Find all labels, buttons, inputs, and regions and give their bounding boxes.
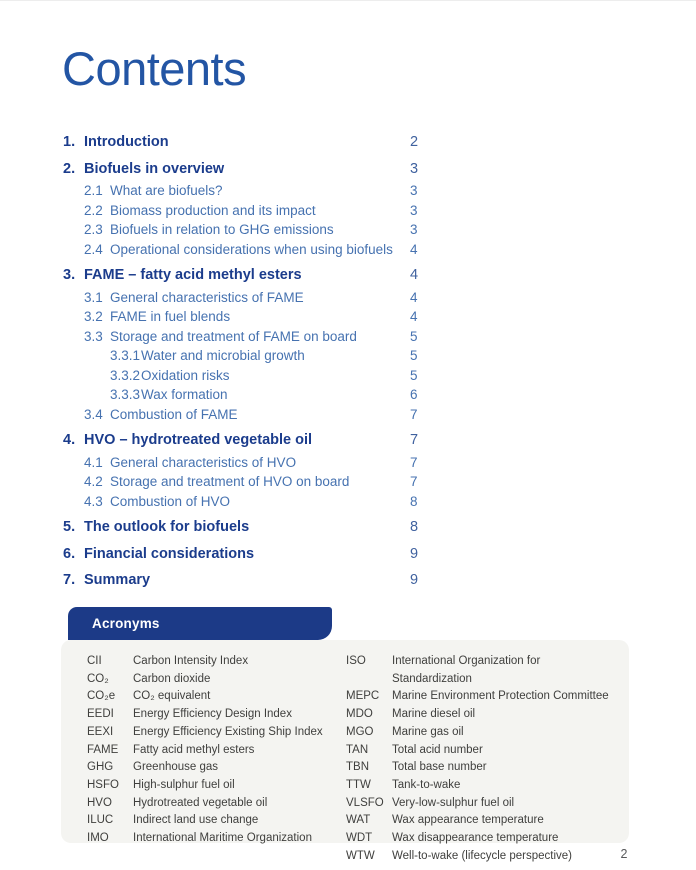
toc-entry[interactable] <box>63 327 426 347</box>
acronym-desc: Carbon dioxide <box>133 672 211 685</box>
acronym-abbr: FAME <box>87 743 119 756</box>
toc-entry-title: Biomass production and its impact <box>110 202 316 218</box>
toc-entry-title: Wax formation <box>141 387 228 402</box>
page-number: 2 <box>620 847 628 861</box>
acronym-abbr: WAT <box>346 814 371 827</box>
toc-entry[interactable] <box>63 472 426 492</box>
toc-entry[interactable] <box>63 545 426 565</box>
acronym-abbr: MEPC <box>346 690 380 703</box>
acronym-abbr: EEXI <box>87 725 114 738</box>
acronym-desc: Total base number <box>392 761 487 774</box>
toc-entry[interactable] <box>63 346 426 366</box>
toc-entry-page: 4 <box>410 309 418 324</box>
acronym-desc: High-sulphur fuel oil <box>133 778 235 791</box>
acronym-item <box>346 724 616 742</box>
toc-entry-page: 5 <box>410 367 418 383</box>
toc-entry-number: 3.3.1 <box>110 348 141 363</box>
toc-entry-page: 4 <box>410 289 418 305</box>
acronym-item <box>87 759 337 777</box>
toc-entry[interactable] <box>63 405 426 425</box>
toc-entry-title: Financial considerations <box>84 545 255 562</box>
acronym-abbr: HSFO <box>87 778 119 791</box>
toc-entry[interactable] <box>63 492 426 512</box>
acronym-desc: Hydrotreated vegetable oil <box>133 796 268 809</box>
toc-entry[interactable] <box>63 220 426 240</box>
acronym-desc: Fatty acid methyl esters <box>133 743 255 756</box>
acronym-desc: Marine diesel oil <box>392 708 476 721</box>
toc-entry-title: FAME – fatty acid methyl esters <box>84 267 302 283</box>
toc-entry[interactable] <box>63 266 426 286</box>
acronym-abbr: GHG <box>87 761 114 774</box>
toc-entry-title: Storage and treatment of HVO on board <box>110 474 350 489</box>
toc-entry[interactable] <box>63 571 426 591</box>
toc-entry[interactable] <box>63 366 426 386</box>
acronym-abbr: CO₂ <box>87 672 109 685</box>
toc-entry-page: 4 <box>410 241 418 257</box>
toc-entry[interactable] <box>63 431 426 451</box>
toc-entry[interactable] <box>63 453 426 473</box>
acronym-desc: CO₂ equivalent <box>133 690 211 703</box>
toc-entry-number: 4.1 <box>84 454 103 470</box>
toc-entry-page: 7 <box>410 432 419 448</box>
acronyms-header-tab <box>68 607 332 640</box>
toc-entry-number: 2. <box>63 160 76 177</box>
acronym-desc: Carbon Intensity Index <box>133 655 249 667</box>
toc-entry-title: What are biofuels? <box>110 183 223 198</box>
toc-entry-page: 4 <box>410 267 419 283</box>
toc-entry-number: 3.2 <box>84 309 103 324</box>
acronyms-box <box>61 640 629 862</box>
acronym-item <box>87 742 337 760</box>
acronym-item <box>87 653 337 671</box>
acronym-desc: Energy Efficiency Existing Ship Index <box>133 725 323 738</box>
toc-entry[interactable] <box>63 385 426 405</box>
toc-entry-number: 2.3 <box>84 222 103 237</box>
toc-entry-title: General characteristics of HVO <box>110 454 297 470</box>
toc-entry-number: 3.1 <box>84 289 103 305</box>
acronym-item <box>346 706 616 724</box>
acronym-desc: Greenhouse gas <box>133 761 219 774</box>
toc-entry-number: 6. <box>63 545 76 562</box>
acronym-desc: International Maritime Organization <box>133 832 312 845</box>
acronym-desc: Wax appearance temperature <box>392 814 544 827</box>
toc-entry-page: 2 <box>410 134 419 150</box>
acronym-abbr: EEDI <box>87 708 114 721</box>
toc-entry-page: 7 <box>410 474 418 489</box>
table-of-contents <box>63 133 426 593</box>
acronym-abbr: TAN <box>346 743 369 756</box>
toc-entry[interactable] <box>63 160 426 180</box>
acronym-abbr: HVO <box>87 796 112 809</box>
toc-entry-number: 3. <box>63 267 76 283</box>
acronym-item <box>346 759 616 777</box>
toc-entry-page: 6 <box>410 387 418 402</box>
acronym-item <box>87 724 337 742</box>
acronym-abbr: MDO <box>346 708 373 721</box>
toc-entry-title: Combustion of HVO <box>110 493 231 509</box>
toc-entry-title: General characteristics of FAME <box>110 289 304 305</box>
acronym-item <box>346 742 616 760</box>
toc-entry-page: 5 <box>410 328 418 344</box>
toc-entry[interactable] <box>63 181 426 201</box>
toc-entry-title: Summary <box>84 572 151 588</box>
acronym-item <box>87 777 337 795</box>
toc-entry[interactable] <box>63 240 426 260</box>
acronym-item <box>346 795 616 813</box>
acronym-desc: Indirect land use change <box>133 814 259 827</box>
acronym-desc: Tank-to-wake <box>392 778 461 791</box>
acronym-item <box>346 830 616 848</box>
acronym-abbr: CII <box>87 655 102 667</box>
toc-entry-number: 3.3 <box>84 328 103 344</box>
toc-entry-title: Introduction <box>84 134 169 150</box>
acronym-item <box>346 653 616 688</box>
acronym-abbr: CO₂e <box>87 690 116 703</box>
toc-entry-title: Biofuels in overview <box>84 160 225 177</box>
toc-entry-number: 2.1 <box>84 183 103 198</box>
toc-entry-number: 3.3.3 <box>110 387 141 402</box>
acronym-abbr: WTW <box>346 849 375 862</box>
toc-entry-page: 3 <box>410 222 418 237</box>
toc-entry-title: Oxidation risks <box>141 367 230 383</box>
toc-entry[interactable] <box>63 518 426 538</box>
acronyms-column-right <box>346 653 616 865</box>
toc-entry-page: 7 <box>410 454 418 470</box>
acronym-item <box>87 812 337 830</box>
toc-entry-page: 9 <box>410 545 419 562</box>
acronym-item <box>87 795 337 813</box>
toc-entry-number: 5. <box>63 519 76 535</box>
acronym-item <box>87 706 337 724</box>
toc-entry-number: 2.2 <box>84 202 103 218</box>
acronyms-header-label: Acronyms <box>92 616 160 631</box>
acronym-abbr: ISO <box>346 655 366 667</box>
acronym-item <box>346 688 616 706</box>
toc-entry-number: 1. <box>63 134 76 150</box>
acronym-item <box>346 848 616 866</box>
acronym-desc: Marine Environment Protection Committee <box>392 690 609 703</box>
toc-entry[interactable] <box>63 307 426 327</box>
toc-entry[interactable] <box>63 288 426 308</box>
acronym-desc: Well-to-wake (lifecycle perspective) <box>392 849 573 862</box>
toc-entry-number: 2.4 <box>84 241 103 257</box>
acronym-abbr: VLSFO <box>346 796 384 809</box>
toc-entry-page: 9 <box>410 572 419 588</box>
toc-entry-number: 3.3.2 <box>110 367 141 383</box>
acronym-desc: International Organization for Standardization <box>392 655 541 685</box>
toc-entry-title: The outlook for biofuels <box>84 519 250 535</box>
toc-entry-page: 8 <box>410 493 418 509</box>
toc-entry-number: 4.3 <box>84 493 103 509</box>
acronym-item <box>87 671 337 689</box>
toc-entry-number: 4. <box>63 432 76 448</box>
acronym-abbr: TTW <box>346 778 371 791</box>
toc-entry-title: HVO – hydrotreated vegetable oil <box>84 432 313 448</box>
acronym-abbr: IMO <box>87 832 109 845</box>
acronym-desc: Wax disappearance temperature <box>392 832 559 845</box>
toc-entry-page: 3 <box>410 183 418 198</box>
toc-entry-number: 7. <box>63 572 76 588</box>
acronym-abbr: WDT <box>346 832 373 845</box>
toc-entry-title: Water and microbial growth <box>141 348 305 363</box>
toc-entry-title: Biofuels in relation to GHG emissions <box>110 222 334 237</box>
toc-entry-title: Storage and treatment of FAME on board <box>110 328 357 344</box>
acronym-desc: Marine gas oil <box>392 725 464 738</box>
toc-entry-page: 7 <box>410 406 418 422</box>
acronym-desc: Total acid number <box>392 743 483 756</box>
acronym-desc: Very-low-sulphur fuel oil <box>392 796 515 809</box>
acronym-item <box>346 812 616 830</box>
toc-entry-title: Combustion of FAME <box>110 406 238 422</box>
toc-entry-number: 4.2 <box>84 474 103 489</box>
toc-entry-number: 3.4 <box>84 406 103 422</box>
acronym-abbr: TBN <box>346 761 369 774</box>
toc-entry[interactable] <box>63 133 426 153</box>
toc-entry-page: 3 <box>410 160 419 177</box>
acronym-item <box>346 777 616 795</box>
toc-entry-page: 8 <box>410 519 419 535</box>
acronyms-column-left <box>87 653 337 848</box>
page-title: Contents <box>62 42 247 95</box>
acronym-abbr: MGO <box>346 725 374 738</box>
acronym-abbr: ILUC <box>87 814 114 827</box>
acronym-item <box>87 688 337 706</box>
toc-entry-title: Operational considerations when using biofuels <box>110 241 393 257</box>
acronym-item <box>87 830 337 848</box>
toc-entry-page: 5 <box>410 348 418 363</box>
toc-entry[interactable] <box>63 201 426 221</box>
toc-entry-page: 3 <box>410 202 418 218</box>
acronym-desc: Energy Efficiency Design Index <box>133 708 292 721</box>
toc-entry-title: FAME in fuel blends <box>110 309 231 324</box>
